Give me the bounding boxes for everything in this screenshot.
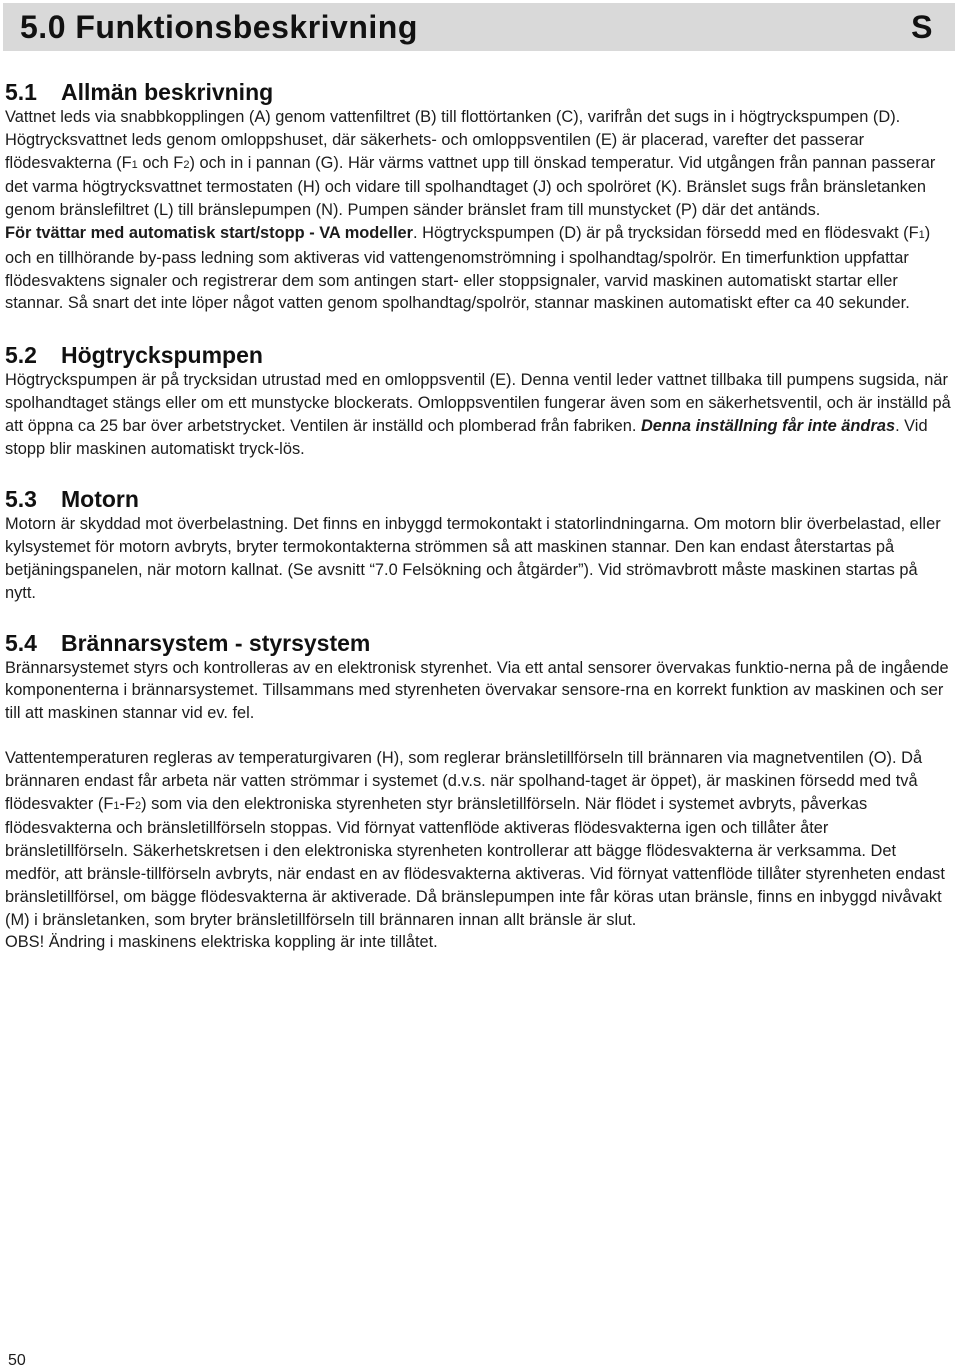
note-paragraph: OBS! Ändring i maskinens elektriska koppling är inte tillåtet. <box>5 933 438 952</box>
paragraph: Motorn är skyddad mot överbelastning. Det finns en inbyggd termokontakt i statorlindningarna. Om motorn blir överbelastad, eller kylsystemet för motorn avbryts, bryter termokontakterna strömmen så att maskinen stannar. Den kan endast återstartas på betjäningspanelen, när motorn kallnat. (Se avsnitt “7.0 Felsökning och åtgärder”). Vid strömavbrott måste maskinen startas på nytt. <box>5 515 941 602</box>
text-run: . Högtryckspumpen (D) är på trycksidan försedd med en flödesvakt (F <box>413 223 919 242</box>
paragraph <box>5 369 953 460</box>
paragraph <box>5 747 953 931</box>
section-heading <box>5 485 953 513</box>
section-5-4 <box>5 629 953 955</box>
section-5-2 <box>5 341 953 460</box>
text-run: och F <box>137 153 184 172</box>
chapter-title-bar <box>3 3 955 51</box>
subscript: 1 <box>113 799 120 812</box>
page-number: 50 <box>8 1352 26 1369</box>
paragraph <box>5 222 953 315</box>
subscript: 1 <box>918 228 925 241</box>
bold-run: För tvättar med automatisk start/stopp - VA modeller <box>5 223 414 242</box>
emphasis-run: Denna inställning får inte ändras <box>640 416 896 435</box>
section-number: 5.4 <box>5 629 37 656</box>
document-body <box>5 78 953 978</box>
subscript: 1 <box>131 158 138 171</box>
paragraph <box>5 106 953 222</box>
section-title: Brännarsystem - styrsystem <box>61 629 371 656</box>
subscript: 2 <box>135 799 142 812</box>
chapter-title: 5.0 Funktionsbeskrivning <box>20 8 418 45</box>
text-run: Vattentemperaturen regleras av temperaturgivaren (H), som reglerar bränsletillförseln till brännaren via magnetventilen (O). Då brännaren endast får arbeta när vatten strömmar i systemet (d.v.s. när spolhand-taget är öppet), är maskinen försedd med två flödesvakter (F <box>5 748 923 813</box>
section-number: 5.1 <box>5 79 37 105</box>
section-number: 5.3 <box>5 486 37 513</box>
text-run: -F <box>119 794 136 813</box>
paragraph: Brännarsystemet styrs och kontrolleras av en elektronisk styrenhet. Via ett antal sensorer övervakas funktio-nerna på de ingående komponenterna i brännarsystemet. Tillsammans med styrenheten övervakar sensore-rna en korrekt funktion av maskinen och ser till att maskinen stannar vid ev. fel. <box>5 658 949 723</box>
subscript: 2 <box>183 158 190 171</box>
section-heading <box>5 341 953 369</box>
section-5-1 <box>5 78 953 315</box>
section-title: Motorn <box>61 486 139 513</box>
text-run: ) och in i pannan (G). Här värms vattnet upp till önskad temperatur. Vid utgången från pannan passerar det varma högtrycksvattnet termostaten (H) och vidare till spolhandtaget (J) och spolröret (K). Bränslet sugs från bränsletanken genom bränslefiltret (L) till bränslepumpen (N). Pumpen sänder bränslet fram till munstycket (P) där det antänds. <box>5 153 936 220</box>
section-number: 5.2 <box>5 342 37 369</box>
language-code: S <box>911 8 933 45</box>
text-run: ) och en tillhörande by-pass ledning som aktiveras vid vattengenomströmning i spolhandtag/spolrör. En timerfunktion uppfattar flödesvaktens signaler och registrerar dem som antingen start- eller stoppsignaler, varvid maskinen automatiskt startar eller stannar. Så snart det inte löper något vatten genom spolhandtag/spolrör, stannar maskinen automatiskt efter ca 40 sekunder. <box>5 223 931 313</box>
text-run: . Vid stopp blir maskinen automatiskt tryck-lös. <box>5 416 928 458</box>
section-heading <box>5 629 953 657</box>
text-run: Högtryckspumpen är på trycksidan utrustad med en omloppsventil (E). Denna ventil leder vattnet tillbaka till pumpens sugsida, när spolhandtaget stängs eller om ett munstycke blockerats. Omloppsventilen fungerar även som en säkerhetsventil, och är inställd på att öppna ca 25 bar över arbetstrycket. Ventilen är inställd och plomberad från fabriken. <box>5 371 951 435</box>
section-heading <box>5 78 953 106</box>
section-5-3 <box>5 485 953 604</box>
text-run: Vattnet leds via snabbkopplingen (A) genom vattenfiltret (B) till flottörtanken (C), varifrån det sugs in i högtryckspumpen (D). Högtrycksvattnet leds genom omloppshuset, där säkerhets- och omloppsventilen (E) är placerad, varefter det passerar flödesvakterna (F <box>5 108 901 172</box>
paragraph-gap <box>5 725 953 747</box>
section-title: Allmän beskrivning <box>61 79 274 105</box>
section-title: Högtryckspumpen <box>61 342 263 369</box>
text-run: ) som via den elektroniska styrenheten styr bränsletillförseln. När flödet i systemet avbryts, påverkas flödesvakterna och bränsletillförseln stoppas. Vid förnyat vattenflöde aktiveras flödesvakterna igen och tillåter åter bränsletillförseln. Säkerhetskretsen i den elektroniska styrenheten kontrollerar att bägge flödesvakterna är verksamma. Det medför, att bränsle-tillförseln avbryts, när endast en av flödesvakterna aktiveras. Vid förnyat vattenflöde tillåter styrenheten endast bränsletillförsel, om bägge flödesvakterna är aktiverade. Då bränslepumpen inte får köras utan bränsle, finns en inbyggd nivåvakt (M) i bränsletanken, som bryter bränsletillförseln till brännaren innan allt bränsle är slut. <box>5 794 945 929</box>
